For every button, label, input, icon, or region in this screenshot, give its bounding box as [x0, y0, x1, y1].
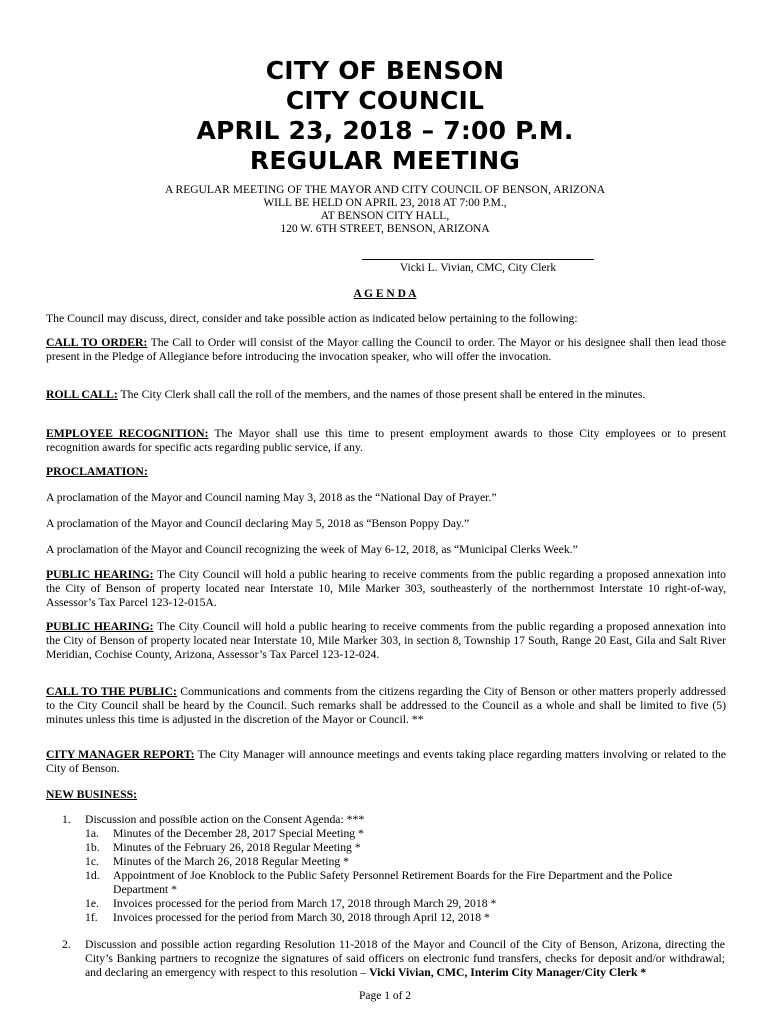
item-number: 2. [62, 938, 71, 951]
proclamation-item: A proclamation of the Mayor and Council recognizing the week of May 6-12, 2018, as “Municipal Clerks Week.” [46, 543, 578, 556]
notice-line-3: AT BENSON CITY HALL, [320, 210, 450, 222]
subitem-number: 1e. [85, 897, 99, 910]
title-meeting-type: REGULAR MEETING [249, 146, 521, 175]
title-council: CITY COUNCIL [285, 86, 485, 115]
city-manager-report-label: CITY MANAGER REPORT: [46, 748, 195, 761]
roll-call-text: The City Clerk shall call the roll of the members, and the names of those present shall be entered in the minutes. [117, 388, 646, 401]
subitem-number: 1b. [85, 841, 100, 854]
public-hearing-2-section [46, 620, 726, 663]
subitem-number: 1c. [85, 855, 99, 868]
subitem-number: 1d. [85, 869, 100, 882]
proclamation-label: PROCLAMATION: [46, 465, 148, 478]
clerk-signature: Vicki L. Vivian, CMC, City Clerk [399, 262, 557, 274]
city-manager-report-text: The City Manager will announce meetings and events taking place regarding matters involving or related to the City of Benson. [46, 748, 726, 776]
resolution-text: Discussion and possible action regarding Resolution 11-2018 of the Mayor and Council of the City of Benson, Arizona, directing the City’s Banking partners to recognize the signatures of said officers on electronic fund transfers, checks for deposit and/or withdrawal; and declaring an emergency with respect to this resolution – [85, 938, 725, 980]
notice-line-2: WILL BE HELD ON APRIL 23, 2018 AT 7:00 P.M., [263, 197, 507, 209]
new-business-label: NEW BUSINESS: [46, 788, 138, 801]
employee-recognition-text: The Mayor shall use this time to present employment awards to those City employees or to present recognition awards for specific acts regarding public service, if any. [46, 427, 727, 455]
notice-line-1: A REGULAR MEETING OF THE MAYOR AND CITY COUNCIL OF BENSON, ARIZONA [165, 184, 605, 196]
subitem-text: Appointment of Joe Knoblock to the Public Safety Personnel Retirement Boards for the Fire Department and the Police Department * [113, 869, 673, 897]
notice-line-4: 120 W. 6TH STREET, BENSON, ARIZONA [280, 223, 490, 235]
call-to-public-text: Communications and comments from the citizens regarding the City of Benson or other matters properly addressed to the City Council shall be heard by the Council. Such remarks shall be addressed to the Council as a whole and shall be limited to five (5) minutes unless this time is adjusted in the discretion of the Mayor or Council. ** [46, 685, 726, 727]
subitem-text: Minutes of the December 28, 2017 Special Meeting * [113, 827, 364, 840]
subitem-text: Invoices processed for the period from March 17, 2018 through March 29, 2018 * [113, 897, 497, 910]
subitem-text: Invoices processed for the period from March 30, 2018 through April 12, 2018 * [113, 911, 490, 924]
public-hearing-label: PUBLIC HEARING: [46, 568, 154, 581]
public-hearing-label: PUBLIC HEARING: [46, 620, 154, 633]
subitem-text: Minutes of the February 26, 2018 Regular Meeting * [113, 841, 361, 854]
title-city: CITY OF BENSON [265, 56, 505, 85]
roll-call-section [46, 388, 726, 402]
agenda-heading: A G E N D A [353, 288, 417, 300]
subitem-number: 1a. [85, 827, 99, 840]
employee-recognition-section [46, 427, 726, 455]
employee-recognition-label: EMPLOYEE RECOGNITION: [46, 427, 209, 440]
subitem-number: 1f. [85, 911, 98, 924]
public-hearing-1-section [46, 568, 726, 611]
call-to-order-text: The Call to Order will consist of the Mayor calling the Council to order. The Mayor or his designee shall then lead those present in the Pledge of Allegiance before introducing the invocation speaker, who will offer the invocation. [46, 336, 727, 364]
item-number: 1. [62, 813, 71, 826]
subitem-text: Minutes of the March 26, 2018 Regular Meeting * [113, 855, 349, 868]
proclamation-item: A proclamation of the Mayor and Council declaring May 5, 2018 as “Benson Poppy Day.” [46, 517, 470, 530]
city-manager-report-section [46, 748, 726, 776]
resolution-marker: * [637, 966, 647, 980]
resolution-item [85, 938, 725, 981]
call-to-public-label: CALL TO THE PUBLIC: [46, 685, 177, 698]
call-to-public-section [46, 685, 726, 728]
resolution-presenter: Vicki Vivian, CMC, Interim City Manager/City Clerk [369, 966, 638, 980]
signature-line [362, 259, 594, 260]
proclamation-item: A proclamation of the Mayor and Council naming May 3, 2018 as the “National Day of Prayer.” [46, 491, 497, 504]
intro-text: The Council may discuss, direct, consider and take possible action as indicated below pertaining to the following: [46, 312, 578, 325]
page-number: Page 1 of 2 [358, 990, 412, 1002]
public-hearing-2-text: The City Council will hold a public hearing to receive comments from the public regarding a proposed annexation into the City of Benson of property located near Interstate 10, Mile Marker 303, in section 8, Township 17 South, Range 20 East, Gila and Salt River Meridian, Cochise County, Arizona, Assessor’s Tax Parcel 123-12-024. [46, 620, 726, 662]
proclamation-heading [46, 465, 726, 479]
title-date: APRIL 23, 2018 – 7:00 P.M. [196, 116, 574, 145]
call-to-order-section [46, 336, 726, 364]
consent-agenda-item: Discussion and possible action on the Consent Agenda: *** [85, 813, 365, 826]
call-to-order-label: CALL TO ORDER: [46, 336, 148, 349]
public-hearing-1-text: The City Council will hold a public hearing to receive comments from the public regarding a proposed annexation into the City of Benson of property located near Interstate 10, Mile Marker 303, southeasterly of the northernmost Interstate 10 right-of-way, Assessor’s Tax Parcel 123-12-015A. [46, 568, 726, 610]
roll-call-label: ROLL CALL: [46, 388, 118, 401]
new-business-heading [46, 788, 726, 802]
